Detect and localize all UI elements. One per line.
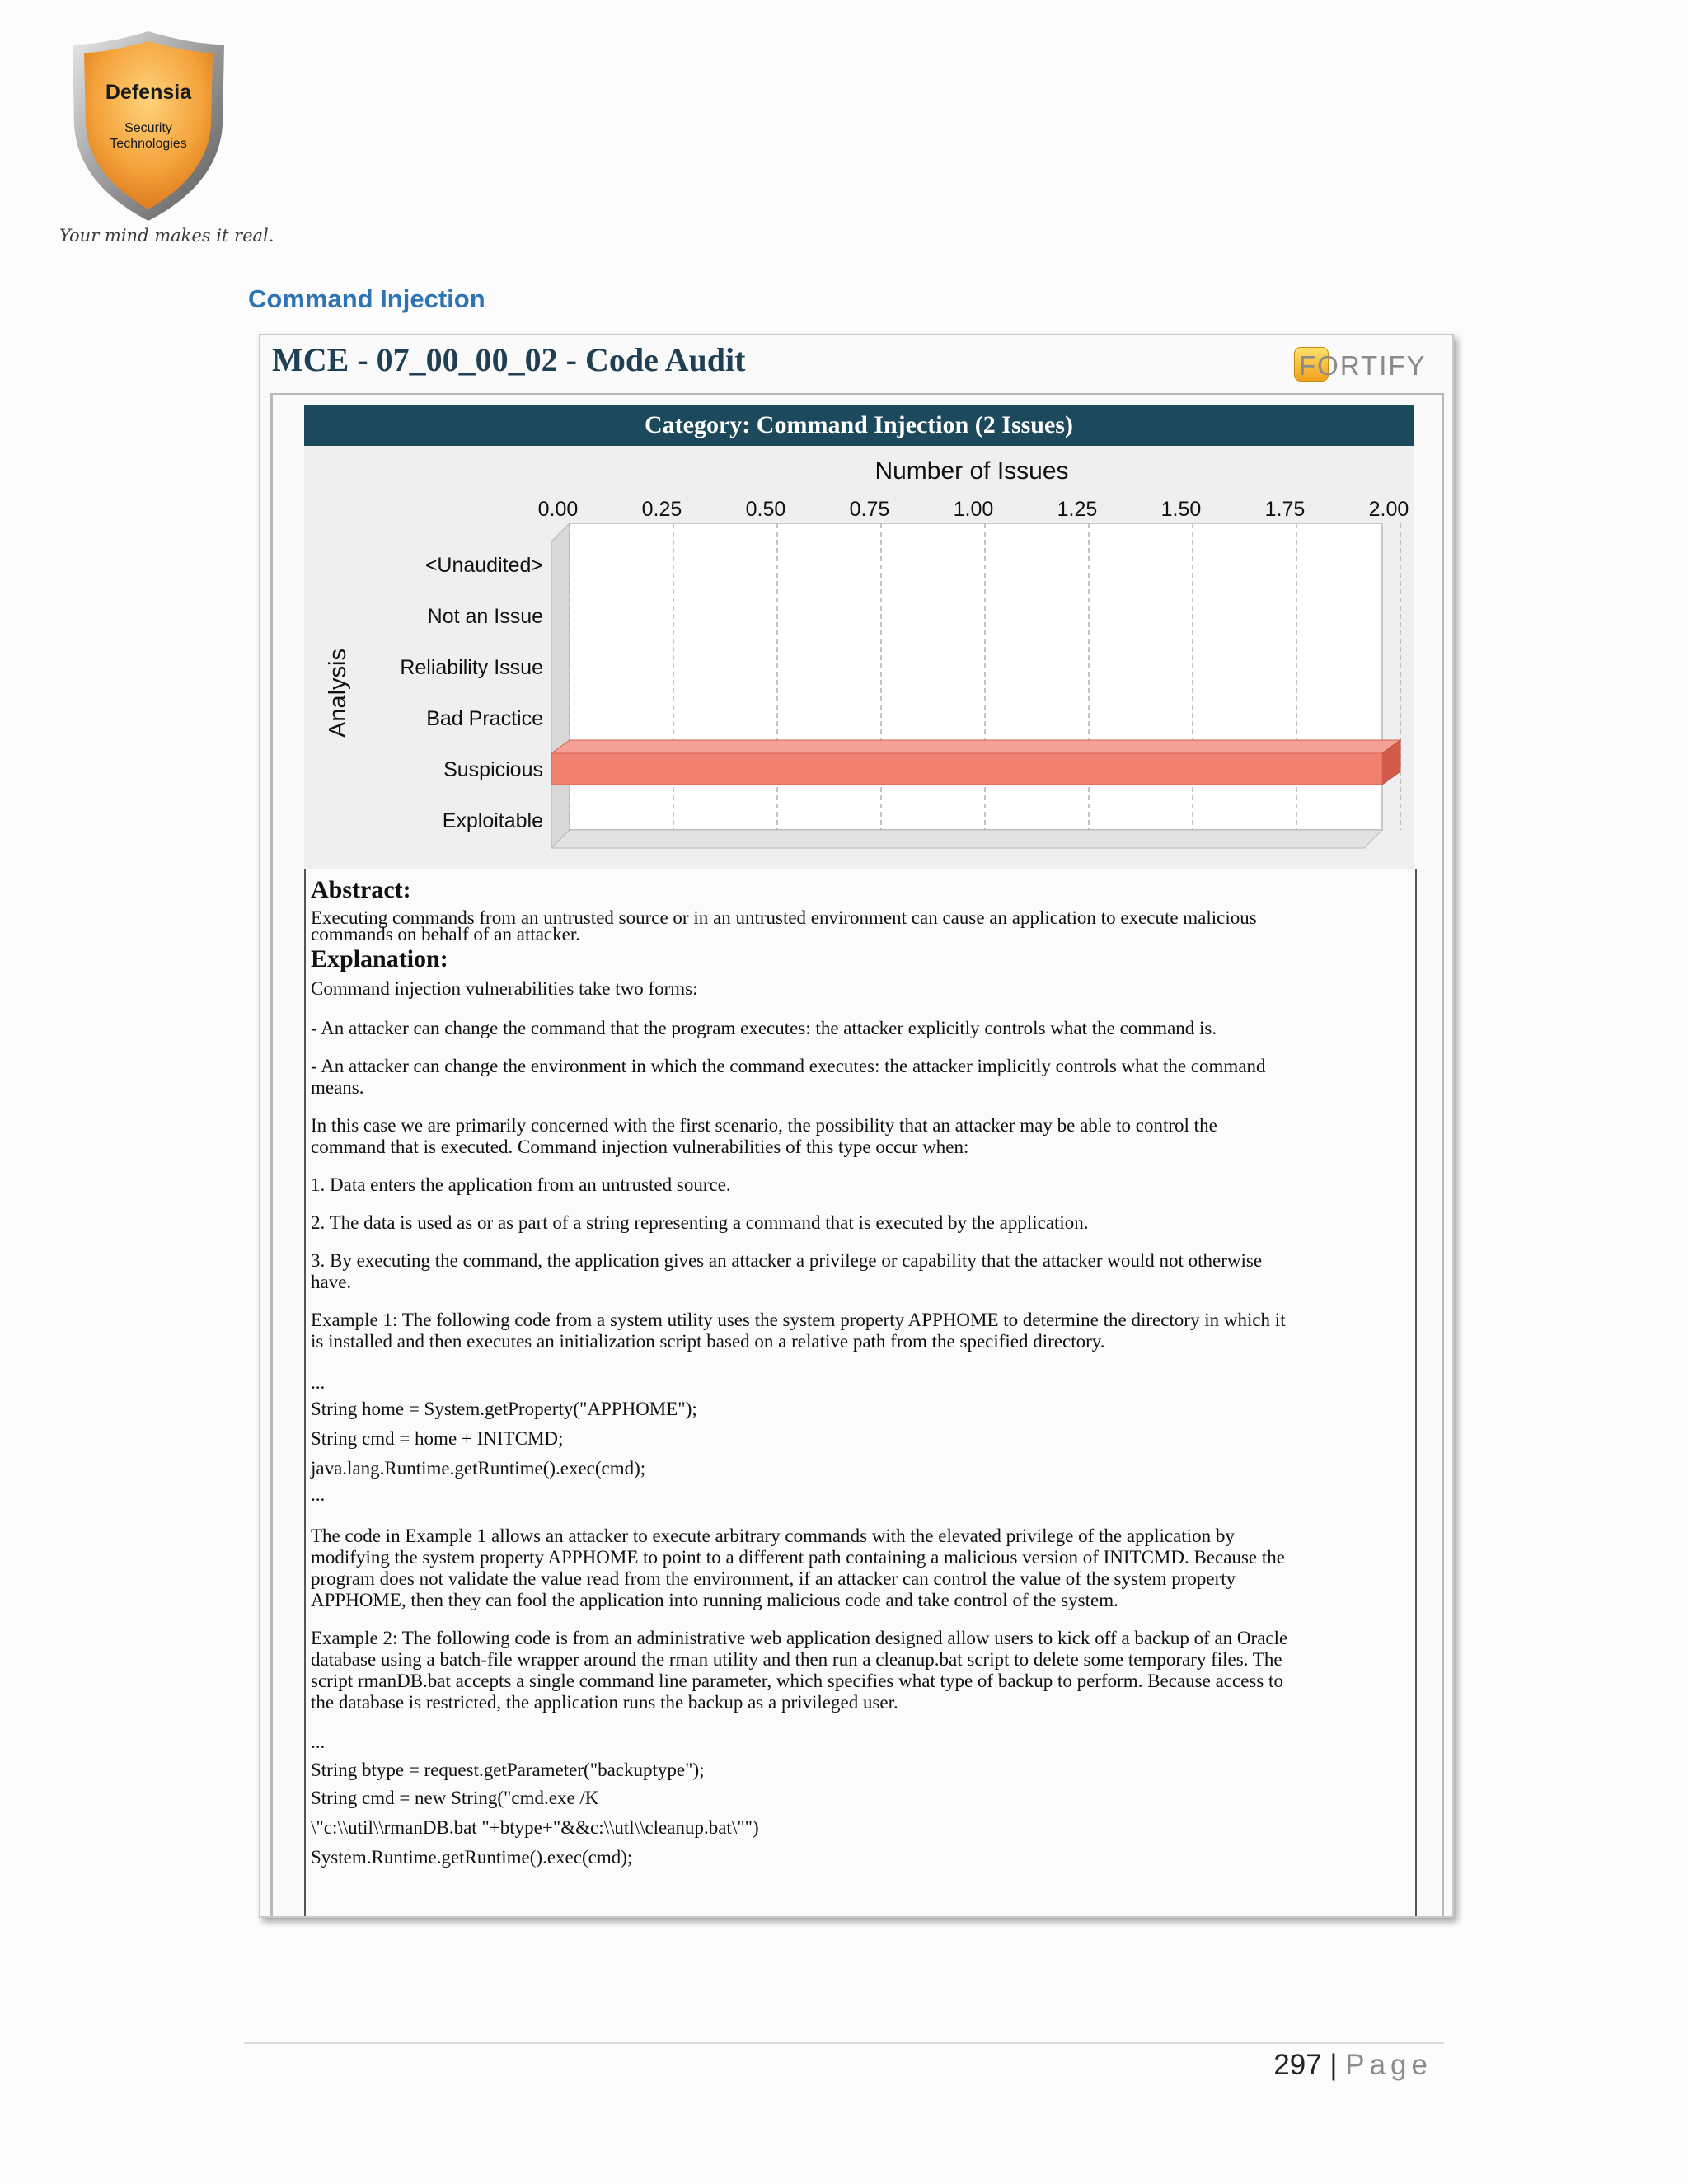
logo-subtitle — [66, 120, 231, 152]
x-tick-label: 0.25 — [641, 498, 682, 521]
list-item-2: 2. The data is used as or as part of a string representing a command that is executed by the application. — [311, 1212, 1089, 1233]
code-1-ellipsis-top: ... — [311, 1372, 326, 1393]
logo-name: Defensia — [105, 81, 192, 104]
footer-divider — [244, 2042, 1444, 2044]
code-2-ellipsis-top: ... — [311, 1732, 326, 1752]
paragraph-5-line-4: APPHOME, then they can fool the application into running malicious code and take control of the system. — [311, 1590, 1118, 1610]
example-2-line-1: Example 2: The following code is from an administrative web application designed allow users to kick off a backup of an Oracle — [311, 1628, 1288, 1648]
bar-top — [551, 740, 1400, 753]
page-number: 297 — [1273, 2049, 1322, 2081]
paragraph-5-line-3: program does not validate the value read from the environment, if an attacker can control the value of the system property — [311, 1568, 1236, 1589]
fortify-logo — [1291, 344, 1439, 385]
page-footer — [1273, 2049, 1432, 2082]
issues-chart — [304, 446, 1414, 870]
x-tick-label: 1.75 — [1264, 498, 1306, 521]
example-1-line-2: is installed and then executes an initialization script based on a relative path from the specified directory. — [311, 1331, 1105, 1352]
explanation-heading: Explanation: — [311, 945, 448, 972]
bar-suspicious — [551, 753, 1382, 785]
logo-subtitle-line2: Technologies — [110, 137, 187, 151]
report-title: MCE - 07_00_00_02 - Code Audit — [272, 341, 746, 378]
x-tick-label: 1.25 — [1057, 498, 1098, 521]
section-heading: Command Injection — [248, 284, 485, 313]
company-logo — [58, 26, 274, 257]
x-tick-label: 1.50 — [1160, 498, 1202, 521]
report-content — [304, 869, 1417, 1918]
paragraph-4-line-1: In this case we are primarily concerned with the first scenario, the possibility that an attacker may be able to control the — [311, 1115, 1217, 1136]
code-1-line-3: java.lang.Runtime.getRuntime().exec(cmd); — [311, 1458, 646, 1479]
y-category-label: Reliability Issue — [400, 656, 543, 679]
x-tick-label: 1.00 — [953, 498, 994, 521]
fortify-logo-text: FORTIFY — [1299, 350, 1427, 381]
code-2-line-4: System.Runtime.getRuntime().exec(cmd); — [311, 1847, 633, 1868]
paragraph-5-line-2: modifying the system property APPHOME to point to a different path containing a malicious version of INITCMD. Because the — [311, 1547, 1285, 1568]
issues-chart-svg — [304, 446, 1414, 870]
page-label: Page — [1345, 2049, 1432, 2081]
paragraph-5-line-1: The code in Example 1 allows an attacker to execute arbitrary commands with the elevated privilege of the application by — [311, 1526, 1235, 1546]
code-1-line-2: String cmd = home + INITCMD; — [311, 1428, 564, 1449]
paragraph-3-line-1: - An attacker can change the environment in which the command executes: the attacker implicitly controls what the command — [311, 1056, 1266, 1076]
logo-tagline: Your mind makes it real. — [59, 226, 274, 246]
example-2-line-3: script rmanDB.bat accepts a single command line parameter, which specifies what type of backup to perform. Because access to — [311, 1671, 1283, 1691]
list-item-1: 1. Data enters the application from an untrusted source. — [311, 1174, 731, 1195]
x-tick-label: 0.00 — [537, 498, 579, 521]
x-tick-label: 0.50 — [745, 498, 786, 521]
code-1-ellipsis-bottom: ... — [311, 1484, 326, 1505]
x-tick-label: 0.75 — [849, 498, 890, 521]
category-header: Category: Command Injection (2 Issues) — [304, 405, 1414, 446]
y-category-label: Not an Issue — [427, 605, 543, 628]
list-item-3-line-1: 3. By executing the command, the application gives an attacker a privilege or capability that the attacker would not otherwise — [311, 1250, 1263, 1271]
example-1-line-1: Example 1: The following code from a system utility uses the system property APPHOME to determine the directory in which it — [311, 1310, 1286, 1330]
x-tick-label: 2.00 — [1368, 498, 1409, 521]
y-category-label: Suspicious — [443, 758, 543, 781]
logo-subtitle-line1: Security — [124, 121, 172, 135]
y-category-label: Exploitable — [442, 809, 543, 832]
report-panel — [259, 334, 1454, 1918]
abstract-line-2: commands on behalf of an attacker. — [311, 924, 580, 944]
code-2-line-1: String btype = request.getParameter("backuptype"); — [311, 1760, 705, 1780]
code-1-line-1: String home = System.getProperty("APPHOME"); — [311, 1399, 697, 1419]
code-2-line-2: String cmd = new String("cmd.exe /K — [311, 1788, 599, 1808]
plot-floor — [551, 830, 1382, 848]
list-item-3-line-2: have. — [311, 1272, 352, 1292]
y-axis-title: Analysis — [325, 649, 351, 738]
y-category-label: <Unaudited> — [424, 554, 543, 577]
example-2-line-4: the database is restricted, the application runs the backup as a privileged user. — [311, 1692, 898, 1713]
paragraph-3-line-2: means. — [311, 1077, 364, 1098]
plot-left-wall — [551, 523, 570, 848]
chart-title: Number of Issues — [874, 457, 1069, 485]
paragraph-2: - An attacker can change the command that the program executes: the attacker explicitly controls what the command is. — [311, 1018, 1217, 1038]
page-separator: | — [1329, 2049, 1338, 2081]
paragraph-1: Command injection vulnerabilities take two forms: — [311, 978, 698, 999]
example-2-line-2: database using a batch-file wrapper around the rman utility and then run a cleanup.bat script to delete some temporary files. The — [311, 1649, 1282, 1670]
code-2-line-3: \"c:\\util\\rmanDB.bat "+btype+"&&c:\\utl\\cleanup.bat\"") — [311, 1817, 759, 1838]
abstract-heading: Abstract: — [311, 876, 411, 903]
abstract-line-1: Executing commands from an untrusted source or in an untrusted environment can cause an application to execute malicious — [311, 907, 1257, 928]
y-category-label: Bad Practice — [426, 707, 543, 730]
paragraph-4-line-2: command that is executed. Command injection vulnerabilities of this type occur when: — [311, 1137, 969, 1157]
